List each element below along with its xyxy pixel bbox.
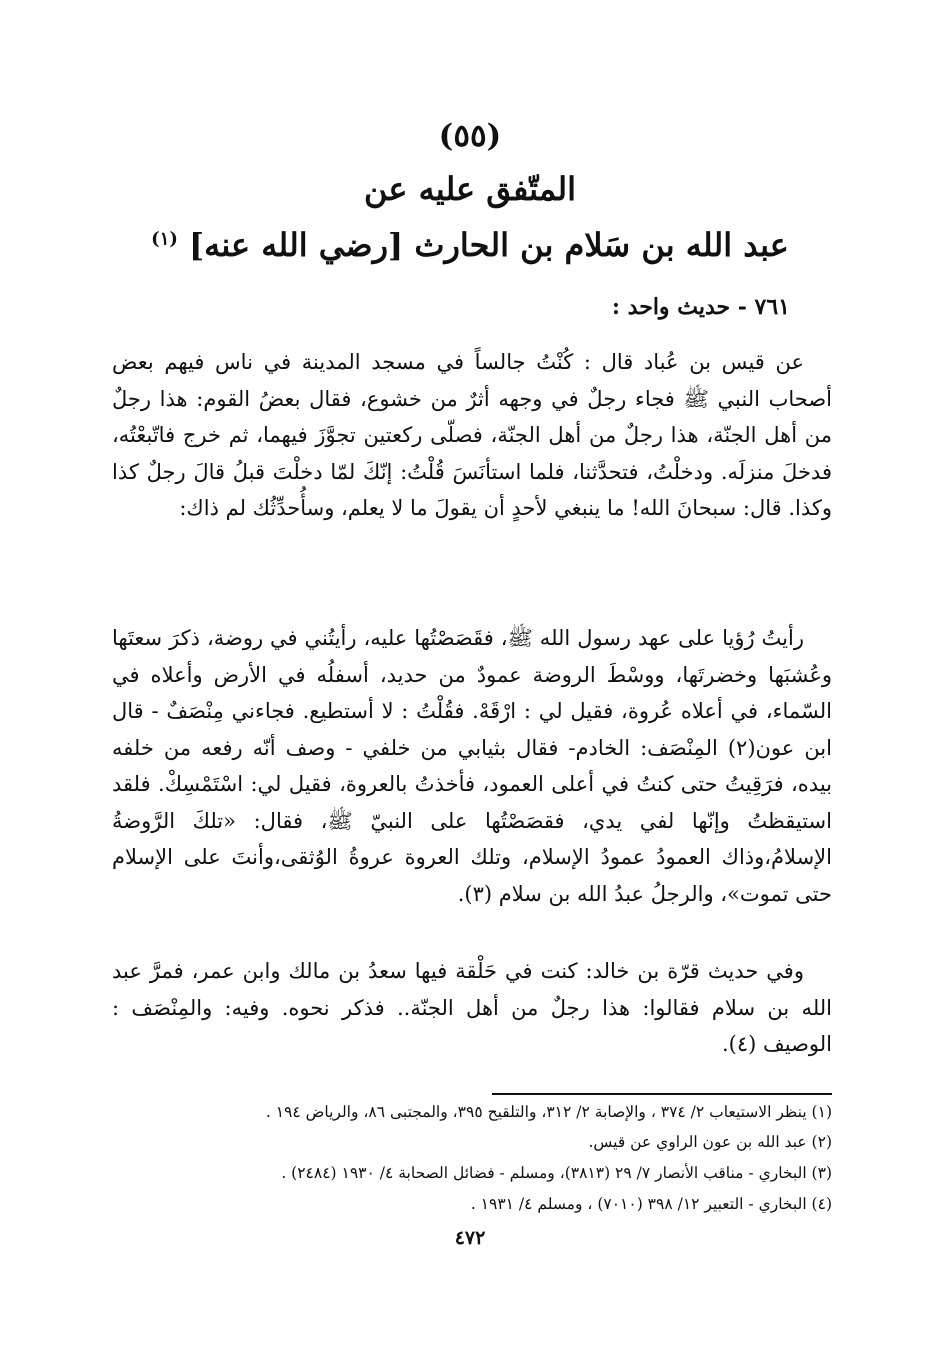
hadith-heading: ٧٦١ - حديث واحد :	[611, 294, 790, 320]
paragraph-1: عن قيس بن عُباد قال : كُنْتُ جالساً في مسجد المدينة في ناس فيهم بعض أصحاب النبي ﷺ فجاء رجلٌ في وجهه أثرٌ من خشوع، فقال بعضُ القوم: هذا رجلٌ من أهل الجنّة، هذا رجلٌ من أهل الجنّة، فصلّى ركعتين تجوَّزَ فيهما، ثم خرج فاتّبعْتُه، فدخلَ منزلَه. ودخلْتُ، فتحدَّثنا، فلما استأنَسَ قُلْتُ: إنّكَ لمّا دخلْتَ قبلُ قالَ رجلٌ كذا وكذا. قال: سبحانَ الله! ما ينبغي لأحدٍ أن يقولَ ما لا يعلم، وسأُحدِّثُك لم ذاك:	[112, 350, 832, 520]
footnote-1: (١) ينظر الاستيعاب ٢/ ٣٧٤ ، والإصابة ٢/ ٣١٢، والتلقيح ٣٩٥، والمجتبى ٨٦، والرياض ١٩٤ .	[265, 1103, 832, 1121]
paragraph-3: وفي حديث قرّة بن خالد: كنت في حَلْقة فيها سعدُ بن مالك وابن عمر، فمرَّ عبد الله بن سلام فقالوا: هذا رجلٌ من أهل الجنّة.. فذكر نحوه. وفيه: والمِنْصَف : الوصيف (٤).	[112, 959, 832, 1056]
footnote-3: (٣) البخاري - مناقب الأنصار ٧/ ٢٩ (٣٨١٣)، ومسلم - فضائل الصحابة ٤/ ١٩٣٠ (٢٤٨٤) .	[281, 1164, 832, 1182]
chapter-title-text: عبد الله بن سَلام بن الحارث [رضي الله عنه]	[189, 226, 789, 264]
chapter-title-line2	[0, 226, 940, 264]
footnote-4: (٤) البخاري - التعبير ١٢/ ٣٩٨ (٧٠١٠) ، ومسلم ٤/ ١٩٣١ .	[470, 1195, 832, 1213]
chapter-title-line1: المتّفق عليه عن	[364, 170, 576, 208]
title-footnote-ref: (١)	[151, 228, 178, 250]
footnote-2: (٢) عبد الله بن عون الراوي عن قيس.	[588, 1133, 832, 1151]
page-number: ٤٧٢	[454, 1227, 486, 1249]
footnote-divider	[492, 1093, 832, 1095]
paragraph-2: رأيتُ رُؤيا على عهد رسول الله ﷺ، فقَصَصْتُها عليه، رأيتُني في روضة، ذكرَ سعتَها وعُشبَها وخضرتَها، ووسْطَ الروضة عمودٌ من حديد، أسفلُه في الأرض وأعلاه في السّماء، في أعلاه عُروة، فقيل لي : ارْقَهْ. فقُلْتُ : لا أستطيع. فجاءني مِنْصَفٌ - قال ابن عون(٢) المِنْصَف: الخادم- فقال بثيابي من خلفي - وصف أنّه رفعه من خلفه بيده، فرَقِيتُ حتى كنتُ في أعلى العمود، فأخذتُ بالعروة، فقيل لي: اسْتَمْسِكْ. فلقد استيقظتُ وإنّها لفي يدي، فقصَصْتُها على النبيّ ﷺ، فقال: «تلكَ الرَّوضةُ الإسلامُ،وذاك العمودُ عمودُ الإسلام، وتلك العروة عروةُ الوُثقى،وأنتَ على الإسلام حتى تموت»، والرجلُ عبدُ الله بن سلام (٣).	[112, 626, 832, 906]
chapter-number: (٥٥)	[438, 118, 502, 154]
